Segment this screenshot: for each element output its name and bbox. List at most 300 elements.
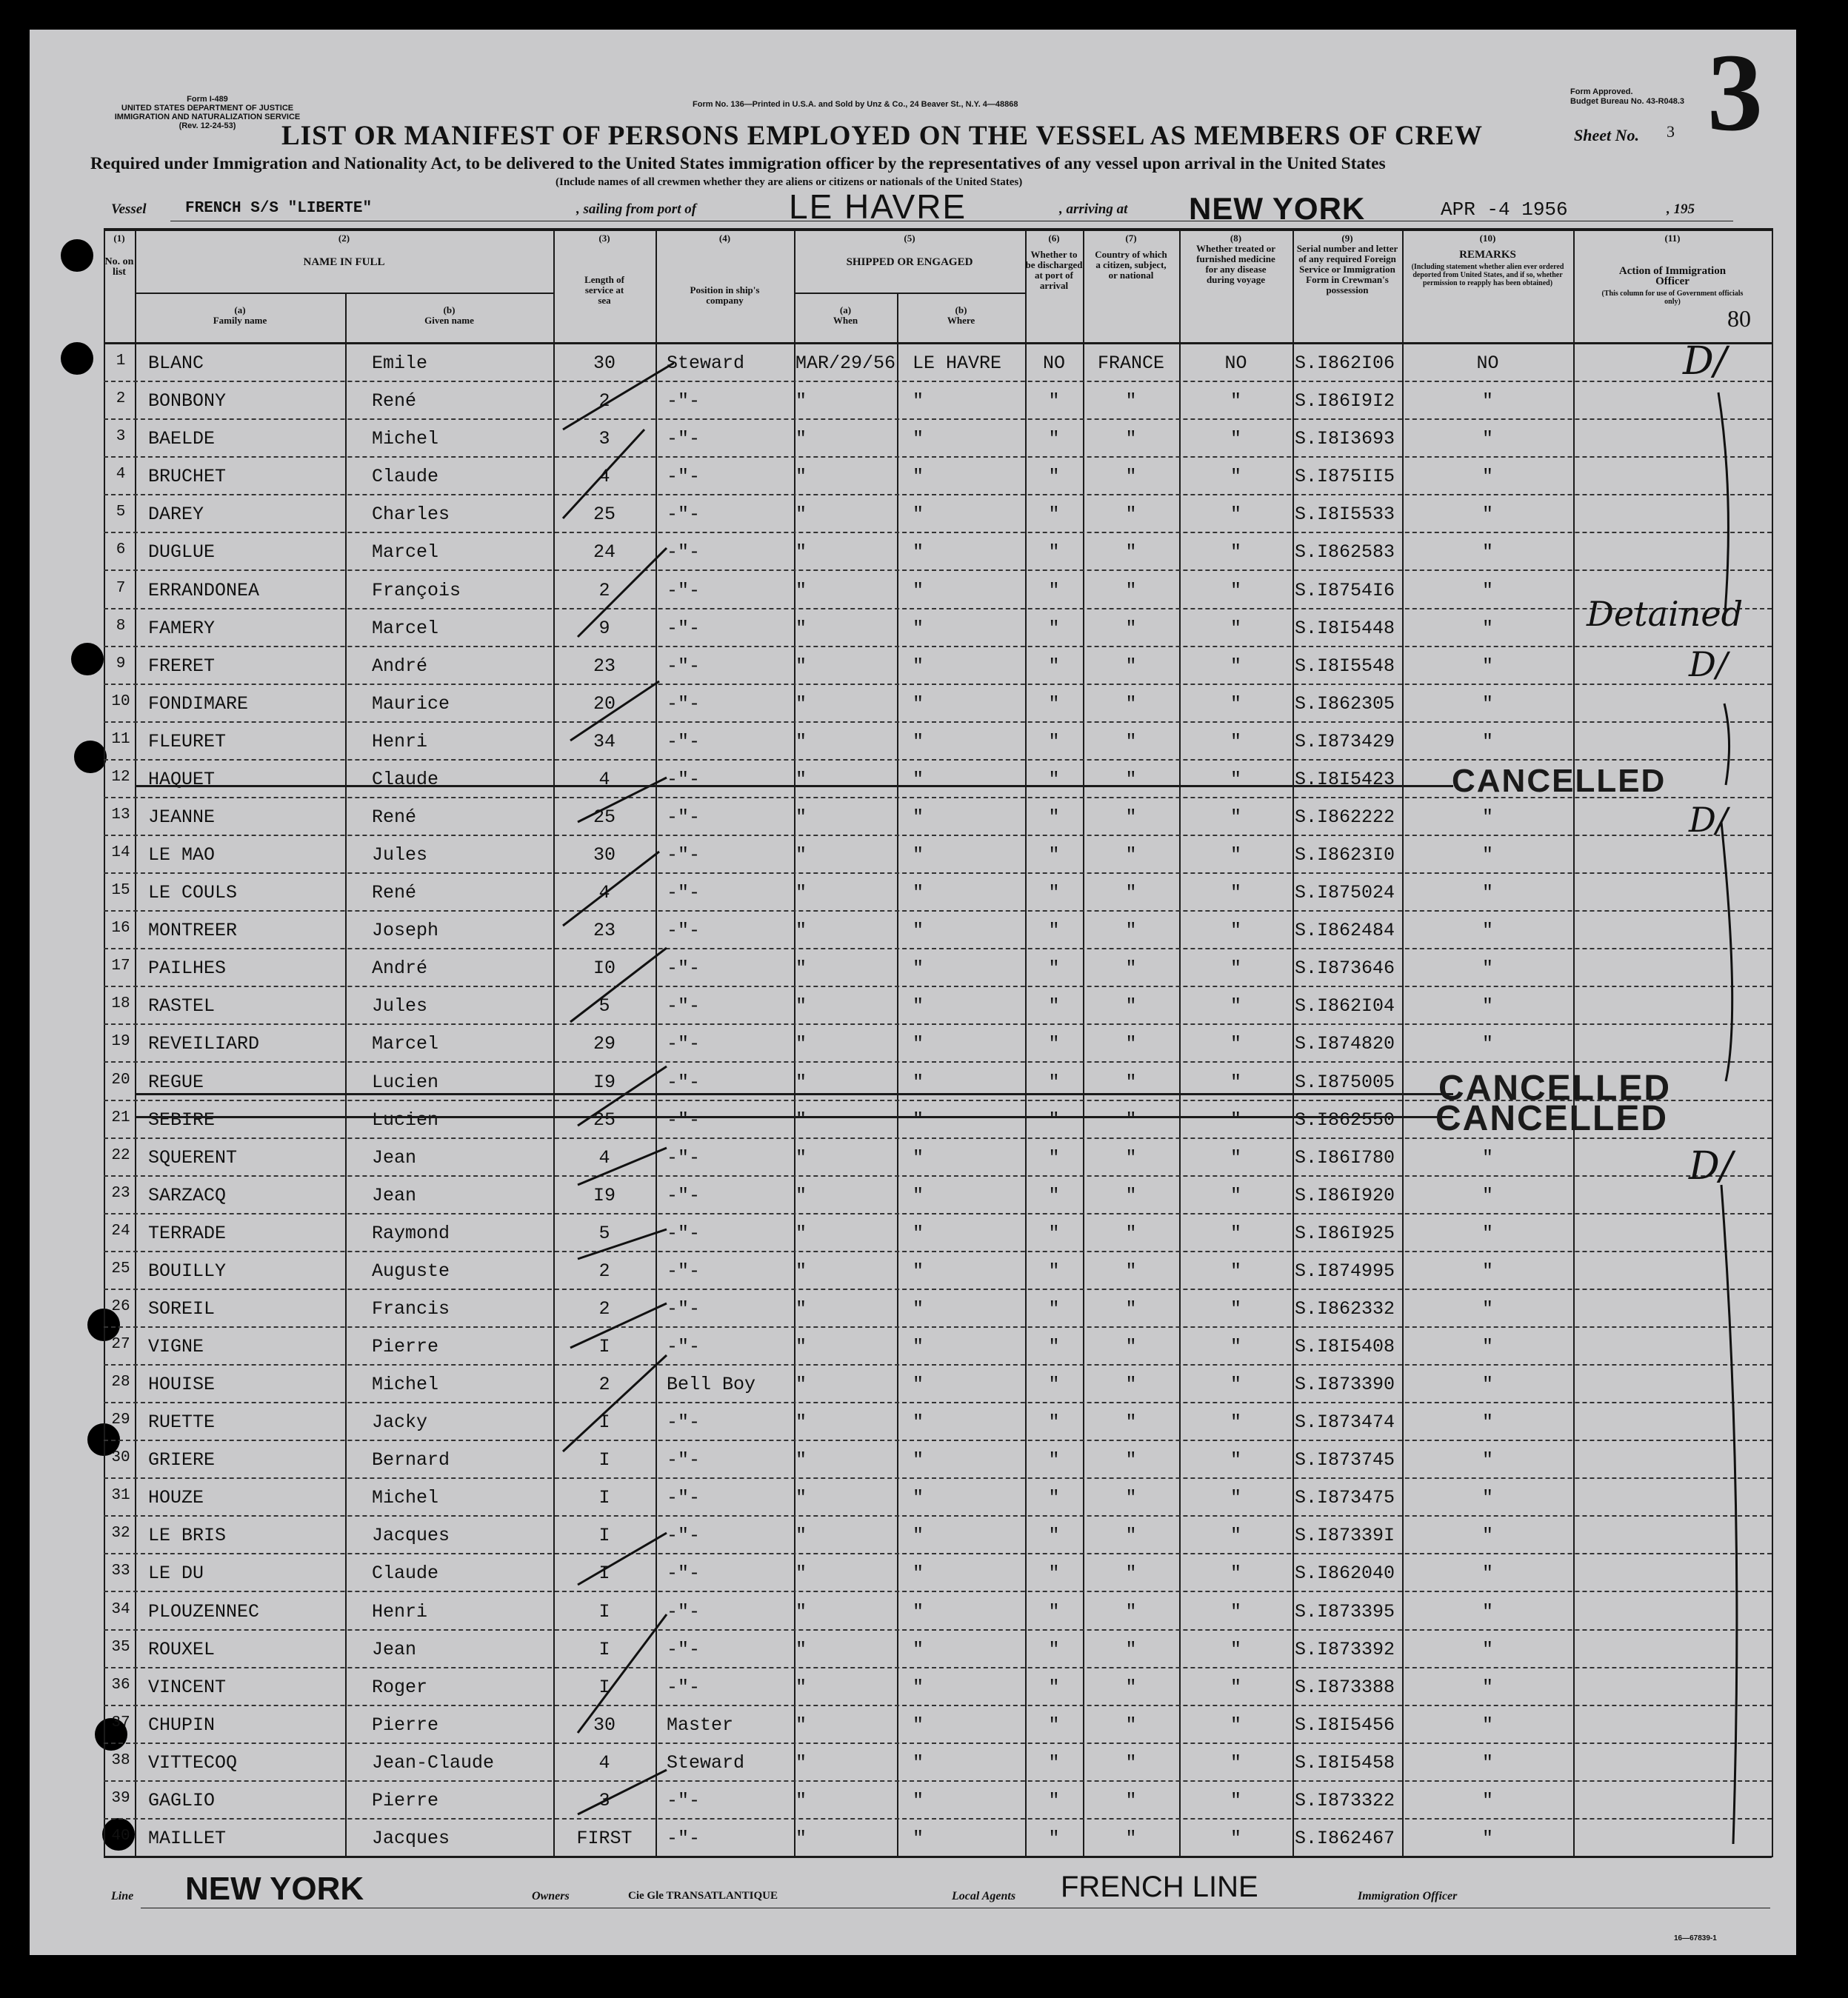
form-id-line: IMMIGRATION AND NATURALIZATION SERVICE — [114, 113, 301, 121]
row-24-family: TERRADE — [148, 1222, 227, 1244]
form-id-line: (Rev. 12-24-53) — [179, 121, 236, 130]
handwritten-mark: D/ — [1683, 339, 1727, 384]
row-34-disch: " — [1048, 1600, 1060, 1623]
row-21-svc: 25 — [593, 1109, 616, 1131]
footer-line: NEW YORK — [185, 1871, 364, 1907]
form-approval — [1570, 87, 1684, 107]
row-35-when: " — [795, 1638, 807, 1660]
row-4-serial: S.I875II5 — [1295, 466, 1395, 488]
arrival-date: APR -4 1956 — [1441, 198, 1568, 221]
row-separator — [104, 684, 1772, 685]
row-28-family: HOUISE — [148, 1374, 216, 1396]
row-4-given: Claude — [372, 466, 439, 488]
col-num: (a) — [839, 304, 852, 315]
row-22-pos: -"- — [667, 1146, 701, 1169]
row-12-country: " — [1125, 768, 1137, 790]
row-16-n: 16 — [111, 920, 130, 938]
row-25-med: " — [1230, 1260, 1241, 1282]
row-8-med: " — [1230, 617, 1241, 639]
strike-line — [135, 1116, 1453, 1118]
row-24-when: " — [795, 1222, 807, 1244]
row-17-country: " — [1125, 958, 1137, 980]
row-24-n: 24 — [111, 1222, 130, 1240]
row-4-pos: -"- — [667, 466, 701, 488]
row-22-serial: S.I86I780 — [1295, 1146, 1395, 1169]
row-4-country: " — [1125, 466, 1137, 488]
row-37-where: " — [913, 1714, 924, 1736]
row-39-n: 39 — [111, 1789, 130, 1807]
row-40-pos: -"- — [667, 1828, 701, 1849]
row-34-rem: " — [1481, 1600, 1493, 1623]
row-40-rem: " — [1481, 1828, 1493, 1849]
row-7-rem: " — [1481, 579, 1493, 601]
row-separator — [104, 1667, 1772, 1668]
row-separator — [104, 1440, 1772, 1441]
row-29-serial: S.I873474 — [1295, 1411, 1395, 1434]
row-27-disch: " — [1048, 1336, 1060, 1358]
row-3-pos: -"- — [667, 428, 701, 450]
row-30-where: " — [913, 1449, 924, 1471]
row-19-disch: " — [1048, 1033, 1060, 1055]
row-separator — [104, 494, 1772, 495]
row-18-given: Jules — [372, 995, 428, 1018]
row-35-pos: -"- — [667, 1638, 701, 1660]
row-separator — [104, 1629, 1772, 1631]
service-stroke — [563, 1355, 667, 1451]
row-separator — [104, 1289, 1772, 1290]
binder-hole — [61, 342, 93, 375]
row-7-svc: 2 — [598, 579, 610, 601]
row-20-disch: " — [1048, 1071, 1060, 1093]
row-27-when: " — [795, 1336, 807, 1358]
row-29-when: " — [795, 1411, 807, 1434]
row-18-family: RASTEL — [148, 995, 216, 1018]
row-10-where: " — [913, 692, 924, 715]
row-15-where: " — [913, 882, 924, 904]
service-stroke — [578, 1229, 667, 1259]
row-38-disch: " — [1048, 1751, 1060, 1774]
row-39-serial: S.I873322 — [1295, 1789, 1395, 1811]
row-5-n: 5 — [116, 504, 126, 521]
row-23-where: " — [913, 1184, 924, 1206]
service-stroke — [578, 1533, 667, 1585]
row-5-where: " — [913, 504, 924, 526]
row-separator — [104, 721, 1772, 723]
col-title: Given name — [424, 315, 474, 326]
row-34-med: " — [1230, 1600, 1241, 1623]
vessel-label: Vessel — [111, 201, 147, 217]
row-4-svc: 4 — [598, 466, 610, 488]
row-8-disch: " — [1048, 617, 1060, 639]
row-26-country: " — [1125, 1297, 1137, 1320]
row-31-family: HOUZE — [148, 1487, 204, 1509]
row-2-svc: 2 — [598, 390, 610, 412]
row-20-country: " — [1125, 1071, 1137, 1093]
col-header-where — [897, 305, 1025, 326]
row-39-where: " — [913, 1789, 924, 1811]
row-34-family: PLOUZENNEC — [148, 1600, 260, 1623]
handwritten-mark: D/ — [1689, 644, 1728, 684]
row-22-country: " — [1125, 1146, 1137, 1169]
row-14-when: " — [795, 844, 807, 866]
row-18-disch: " — [1048, 995, 1060, 1018]
row-24-country: " — [1125, 1222, 1137, 1244]
col-title: Family name — [213, 315, 267, 326]
row-40-when: " — [795, 1828, 807, 1849]
row-1-svc: 30 — [593, 353, 616, 375]
row-30-n: 30 — [111, 1449, 130, 1467]
row-37-svc: 30 — [593, 1714, 616, 1736]
row-20-svc: I9 — [593, 1071, 616, 1093]
row-15-family: LE COULS — [148, 882, 238, 904]
row-31-when: " — [795, 1487, 807, 1509]
row-17-svc: I0 — [593, 958, 616, 980]
footer-agents: FRENCH LINE — [1061, 1871, 1258, 1903]
row-15-rem: " — [1481, 882, 1493, 904]
row-9-pos: -"- — [667, 655, 701, 677]
col-num: (4) — [718, 233, 731, 244]
row-36-rem: " — [1481, 1676, 1493, 1698]
row-separator — [104, 646, 1772, 647]
row-27-family: VIGNE — [148, 1336, 204, 1358]
row-26-family: SOREIL — [148, 1297, 216, 1320]
row-2-where: " — [913, 390, 924, 412]
service-stroke — [578, 1148, 667, 1185]
row-38-n: 38 — [111, 1751, 130, 1769]
row-14-where: " — [913, 844, 924, 866]
footer-officer-label: Immigration Officer — [1358, 1890, 1458, 1902]
row-25-given: Auguste — [372, 1260, 450, 1282]
binder-hole — [71, 643, 104, 675]
row-24-where: " — [913, 1222, 924, 1244]
row-31-n: 31 — [111, 1487, 130, 1505]
row-36-family: VINCENT — [148, 1676, 227, 1698]
row-32-serial: S.I87339I — [1295, 1525, 1395, 1547]
row-26-rem: " — [1481, 1297, 1493, 1320]
col-title: When — [833, 315, 858, 326]
row-10-when: " — [795, 692, 807, 715]
row-16-disch: " — [1048, 920, 1060, 942]
row-13-country: " — [1125, 806, 1137, 828]
row-1-n: 1 — [116, 353, 126, 370]
table-left-border — [104, 228, 105, 1857]
row-15-given: René — [372, 882, 417, 904]
row-10-svc: 20 — [593, 692, 616, 715]
row-16-svc: 23 — [593, 920, 616, 942]
row-30-when: " — [795, 1449, 807, 1471]
row-26-disch: " — [1048, 1297, 1060, 1320]
service-stroke — [563, 852, 659, 926]
row-separator — [104, 1705, 1772, 1706]
row-25-disch: " — [1048, 1260, 1060, 1282]
row-9-family: FRERET — [148, 655, 216, 677]
row-17-med: " — [1230, 958, 1241, 980]
row-11-disch: " — [1048, 730, 1060, 752]
binder-hole — [74, 741, 107, 773]
row-separator — [104, 1326, 1772, 1328]
row-20-pos: -"- — [667, 1071, 701, 1093]
service-stroke — [563, 363, 674, 430]
row-33-country: " — [1125, 1563, 1137, 1585]
row-31-med: " — [1230, 1487, 1241, 1509]
row-26-pos: -"- — [667, 1297, 701, 1320]
row-1-when: MAR/29/56 — [795, 353, 896, 375]
row-separator — [104, 986, 1772, 987]
row-11-svc: 34 — [593, 730, 616, 752]
row-12-given: Claude — [372, 768, 439, 790]
row-1-country: FRANCE — [1097, 353, 1164, 375]
row-2-n: 2 — [116, 390, 126, 408]
row-16-serial: S.I862484 — [1295, 920, 1395, 942]
row-4-n: 4 — [116, 466, 126, 484]
table-bottom-border — [104, 1856, 1772, 1858]
row-18-where: " — [913, 995, 924, 1018]
row-14-serial: S.I8623I0 — [1295, 844, 1395, 866]
row-16-med: " — [1230, 920, 1241, 942]
row-21-disch: " — [1048, 1109, 1060, 1131]
row-18-pos: -"- — [667, 995, 701, 1018]
row-separator — [104, 418, 1772, 420]
row-35-svc: I — [598, 1638, 610, 1660]
row-38-svc: 4 — [598, 1751, 610, 1774]
service-stroke — [570, 1303, 667, 1348]
row-11-given: Henri — [372, 730, 428, 752]
row-separator — [104, 532, 1772, 533]
row-34-pos: -"- — [667, 1600, 701, 1623]
row-5-given: Charles — [372, 504, 450, 526]
arriving-label: , arriving at — [1059, 201, 1128, 217]
row-35-given: Jean — [372, 1638, 417, 1660]
row-15-when: " — [795, 882, 807, 904]
row-28-serial: S.I873390 — [1295, 1374, 1395, 1396]
row-3-serial: S.I8I3693 — [1295, 428, 1395, 450]
row-32-pos: -"- — [667, 1525, 701, 1547]
row-28-when: " — [795, 1374, 807, 1396]
row-4-med: " — [1230, 466, 1241, 488]
row-33-disch: " — [1048, 1563, 1060, 1585]
row-27-med: " — [1230, 1336, 1241, 1358]
row-separator — [104, 1402, 1772, 1403]
row-12-med: " — [1230, 768, 1241, 790]
row-10-rem: " — [1481, 692, 1493, 715]
col-header-no — [104, 233, 135, 278]
row-40-med: " — [1230, 1828, 1241, 1849]
service-stroke — [570, 681, 659, 741]
col-header-given — [345, 305, 553, 326]
row-8-svc: 9 — [598, 617, 610, 639]
row-23-when: " — [795, 1184, 807, 1206]
row-13-serial: S.I862222 — [1295, 806, 1395, 828]
row-33-serial: S.I862040 — [1295, 1563, 1395, 1585]
row-28-n: 28 — [111, 1374, 130, 1391]
row-separator — [104, 1251, 1772, 1252]
row-30-rem: " — [1481, 1449, 1493, 1471]
row-33-med: " — [1230, 1563, 1241, 1585]
row-26-given: Francis — [372, 1297, 450, 1320]
service-strokes — [548, 341, 674, 1859]
row-6-med: " — [1230, 541, 1241, 564]
row-separator — [104, 1061, 1772, 1063]
row-1-serial: S.I862I06 — [1295, 353, 1395, 375]
row-35-family: ROUXEL — [148, 1638, 216, 1660]
row-13-med: " — [1230, 806, 1241, 828]
row-1-given: Emile — [372, 353, 428, 375]
row-33-when: " — [795, 1563, 807, 1585]
row-6-disch: " — [1048, 541, 1060, 564]
col-num: (b) — [955, 304, 967, 315]
row-38-given: Jean-Claude — [372, 1751, 495, 1774]
row-11-country: " — [1125, 730, 1137, 752]
row-separator — [104, 1364, 1772, 1366]
row-31-serial: S.I873475 — [1295, 1487, 1395, 1509]
row-6-where: " — [913, 541, 924, 564]
row-13-svc: 25 — [593, 806, 616, 828]
row-37-n: 37 — [111, 1714, 130, 1731]
row-28-given: Michel — [372, 1374, 439, 1396]
row-9-serial: S.I8I5548 — [1295, 655, 1395, 677]
row-4-family: BRUCHET — [148, 466, 227, 488]
row-25-family: BOUILLY — [148, 1260, 227, 1282]
row-16-where: " — [913, 920, 924, 942]
row-8-rem: " — [1481, 617, 1493, 639]
col-header-serial — [1292, 233, 1402, 295]
row-21-pos: -"- — [667, 1109, 701, 1131]
row-27-pos: -"- — [667, 1336, 701, 1358]
col-title: Where — [947, 315, 975, 326]
row-29-disch: " — [1048, 1411, 1060, 1434]
row-separator — [104, 759, 1772, 761]
col-num: (9) — [1341, 233, 1353, 244]
row-9-svc: 23 — [593, 655, 616, 677]
row-40-disch: " — [1048, 1828, 1060, 1849]
row-10-serial: S.I862305 — [1295, 692, 1395, 715]
row-2-when: " — [795, 390, 807, 412]
vessel-name: FRENCH S/S "LIBERTE" — [185, 200, 373, 217]
row-35-serial: S.I873392 — [1295, 1638, 1395, 1660]
col-num: (5) — [904, 233, 915, 244]
form-printer-note: Form No. 136—Printed in U.S.A. and Sold by Unz & Co., 24 Beaver St., N.Y. 4—48868 — [693, 100, 1018, 109]
row-11-when: " — [795, 730, 807, 752]
row-5-rem: " — [1481, 504, 1493, 526]
col-num: (11) — [1664, 233, 1681, 244]
col-num: (b) — [443, 304, 456, 315]
row-30-disch: " — [1048, 1449, 1060, 1471]
row-29-pos: -"- — [667, 1411, 701, 1434]
row-22-when: " — [795, 1146, 807, 1169]
row-17-serial: S.I873646 — [1295, 958, 1395, 980]
row-8-where: " — [913, 617, 924, 639]
row-19-given: Marcel — [372, 1033, 439, 1055]
col-header-family — [135, 305, 345, 326]
row-19-n: 19 — [111, 1033, 130, 1051]
col-num: (a) — [234, 304, 246, 315]
row-27-svc: I — [598, 1336, 610, 1358]
row-22-svc: 4 — [598, 1146, 610, 1169]
row-6-when: " — [795, 541, 807, 564]
row-36-med: " — [1230, 1676, 1241, 1698]
row-3-disch: " — [1048, 428, 1060, 450]
service-stroke — [563, 430, 644, 518]
row-38-pos: Steward — [667, 1751, 745, 1774]
form-approval-line: Budget Bureau No. 43-R048.3 — [1570, 97, 1685, 106]
row-39-rem: " — [1481, 1789, 1493, 1811]
row-35-n: 35 — [111, 1638, 130, 1656]
col-header-name — [135, 233, 553, 267]
row-11-family: FLEURET — [148, 730, 227, 752]
row-15-serial: S.I875024 — [1295, 882, 1395, 904]
row-29-family: RUETTE — [148, 1411, 216, 1434]
row-8-when: " — [795, 617, 807, 639]
row-5-med: " — [1230, 504, 1241, 526]
col-title: Serial number and letter of any required Foreign Service or Immigration Form in Crewman's possession — [1296, 243, 1398, 295]
row-22-n: 22 — [111, 1146, 130, 1164]
row-27-where: " — [913, 1336, 924, 1358]
row-33-given: Claude — [372, 1563, 439, 1585]
row-14-family: LE MAO — [148, 844, 216, 866]
row-separator — [104, 1553, 1772, 1554]
col-note: (Including statement whether alien ever ordered deported from United States, and if so, whether permission to reapply has been obtained) — [1411, 263, 1564, 287]
row-1-disch: NO — [1042, 353, 1065, 375]
col-divider — [1292, 228, 1294, 1857]
row-39-country: " — [1125, 1789, 1137, 1811]
row-9-n: 9 — [116, 655, 126, 672]
col-title: Whether treated or furnished medicine for any disease during voyage — [1195, 243, 1276, 285]
row-4-where: " — [913, 466, 924, 488]
row-2-disch: " — [1048, 390, 1060, 412]
row-13-given: René — [372, 806, 417, 828]
form-id-line: Form I-489 — [187, 95, 228, 104]
row-39-svc: 3 — [598, 1789, 610, 1811]
handwritten-mark: D/ — [1689, 1144, 1733, 1189]
page-subtitle: Required under Immigration and Nationality Act, to be delivered to the United States immigration officer by the representatives of any vessel upon arrival in the United States — [90, 154, 1386, 173]
col-title: Position in ship's company — [690, 284, 760, 306]
row-29-med: " — [1230, 1411, 1241, 1434]
row-26-where: " — [913, 1297, 924, 1320]
row-32-country: " — [1125, 1525, 1137, 1547]
row-40-family: MAILLET — [148, 1828, 227, 1849]
col-header-country — [1083, 233, 1179, 281]
row-8-family: FAMERY — [148, 617, 216, 639]
table-right-border — [1772, 228, 1773, 1857]
row-24-pos: -"- — [667, 1222, 701, 1244]
row-27-rem: " — [1481, 1336, 1493, 1358]
col-title: Whether to be discharged at port of arrival — [1025, 249, 1083, 291]
row-14-disch: " — [1048, 844, 1060, 866]
row-17-when: " — [795, 958, 807, 980]
row-22-disch: " — [1048, 1146, 1060, 1169]
row-10-n: 10 — [111, 692, 130, 710]
row-7-when: " — [795, 579, 807, 601]
row-21-serial: S.I862550 — [1295, 1109, 1395, 1131]
row-7-where: " — [913, 579, 924, 601]
row-8-serial: S.I8I5448 — [1295, 617, 1395, 639]
row-15-n: 15 — [111, 882, 130, 900]
row-27-given: Pierre — [372, 1336, 439, 1358]
row-12-pos: -"- — [667, 768, 701, 790]
row-3-given: Michel — [372, 428, 439, 450]
row-19-when: " — [795, 1033, 807, 1055]
row-39-family: GAGLIO — [148, 1789, 216, 1811]
row-10-med: " — [1230, 692, 1241, 715]
row-9-disch: " — [1048, 655, 1060, 677]
row-separator — [104, 1780, 1772, 1782]
row-6-given: Marcel — [372, 541, 439, 564]
row-separator — [104, 872, 1772, 874]
row-18-serial: S.I862I04 — [1295, 995, 1395, 1018]
row-27-n: 27 — [111, 1336, 130, 1354]
row-25-rem: " — [1481, 1260, 1493, 1282]
row-39-disch: " — [1048, 1789, 1060, 1811]
